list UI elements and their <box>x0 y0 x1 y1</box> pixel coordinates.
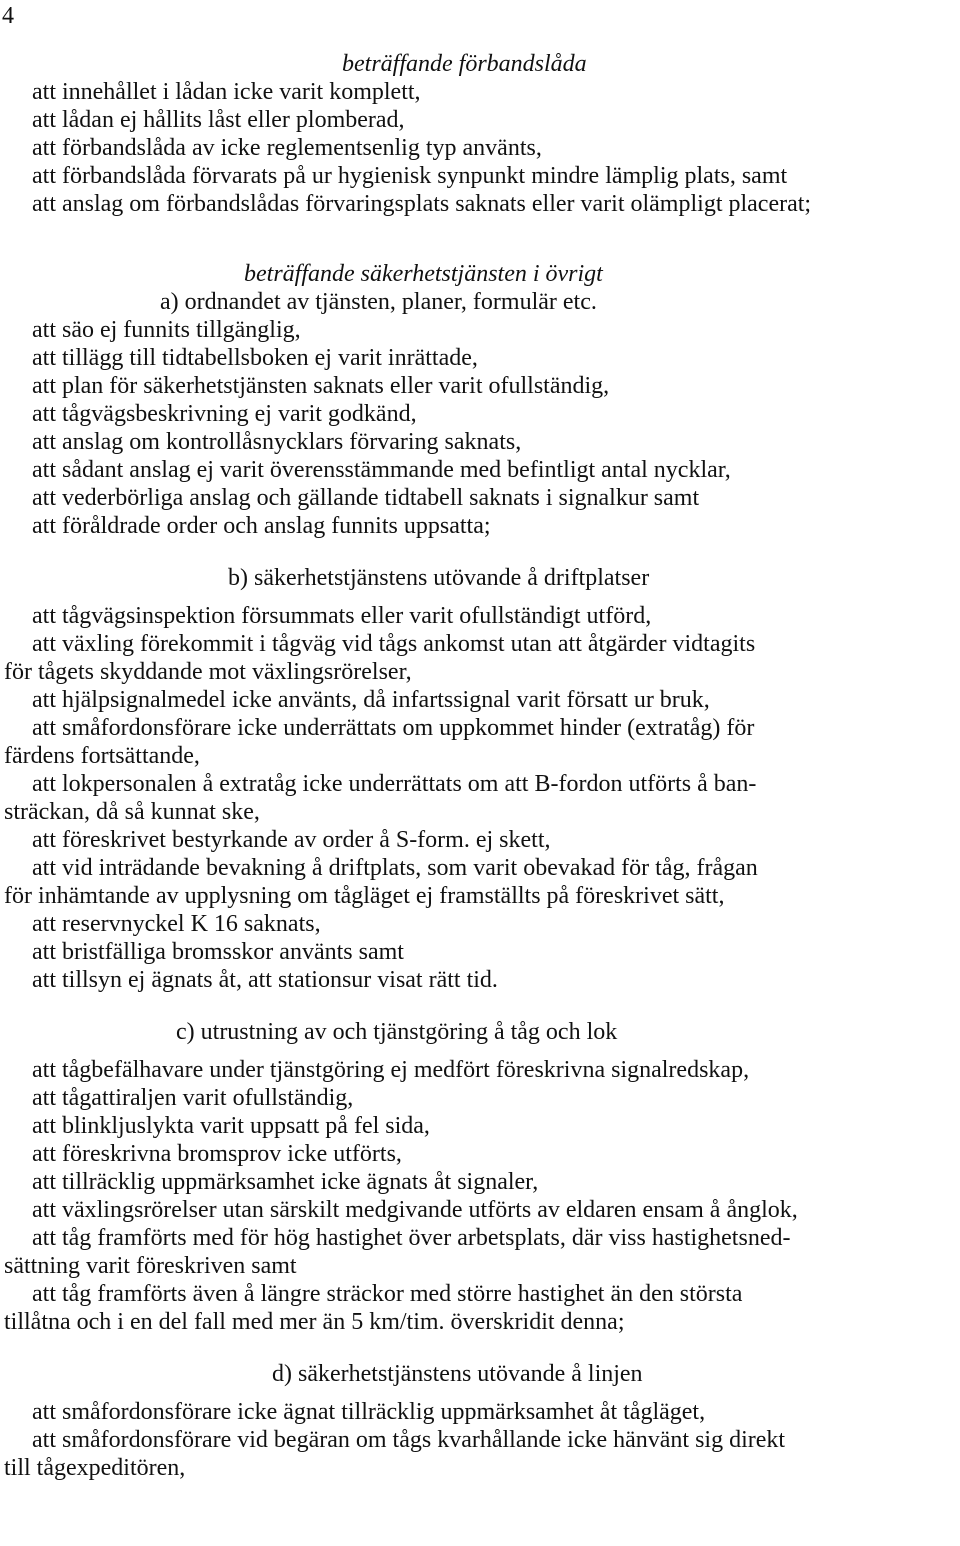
list-item: att föreskrivet bestyrkande av order å S-form. ej skett, <box>32 827 551 853</box>
list-item: att plan för säkerhetstjänsten saknats eller varit ofullständig, <box>32 373 610 399</box>
list-item-continuation: tillåtna och i en del fall med mer än 5 km/tim. överskridit denna; <box>4 1309 625 1335</box>
list-item: att bristfälliga bromsskor använts samt <box>32 939 404 965</box>
list-item: att tågattiraljen varit ofullständig, <box>32 1085 354 1111</box>
list-item-continuation: sträckan, då så kunnat ske, <box>4 799 260 825</box>
list-item: att sådant anslag ej varit överensstämmande med befintligt antal nycklar, <box>32 457 731 483</box>
section-heading-forbandslada: beträffande förbandslåda <box>342 51 587 77</box>
list-item: att innehållet i lådan icke varit komplett, <box>32 79 421 105</box>
list-item: att förbandslåda av icke reglementsenlig typ använts, <box>32 135 542 161</box>
list-item: att småfordonsförare vid begäran om tågs kvarhållande icke hänvänt sig direkt <box>32 1427 786 1453</box>
list-item: att föreskrivna bromsprov icke utförts, <box>32 1141 402 1167</box>
list-item: att vid inträdande bevakning å driftplats, som varit obevakad för tåg, frågan <box>32 855 758 881</box>
list-item: att småfordonsförare icke underrättats om uppkommet hinder (extratåg) för <box>32 715 755 741</box>
list-item: att lådan ej hållits låst eller plomberad, <box>32 107 405 133</box>
list-item-continuation: till tågexpeditören, <box>4 1455 186 1481</box>
list-item: att vederbörliga anslag och gällande tidtabell saknats i signalkur samt <box>32 485 700 511</box>
list-item: att hjälpsignalmedel icke använts, då infartssignal varit försatt ur bruk, <box>32 687 710 713</box>
subsection-heading-d: d) säkerhetstjänstens utövande å linjen <box>272 1361 643 1387</box>
list-item: att tillsyn ej ägnats åt, att stationsur visat rätt tid. <box>32 967 498 993</box>
list-item: att anslag om förbandslådas förvaringsplats saknats eller varit olämpligt placerat; <box>32 191 812 217</box>
list-item: att småfordonsförare icke ägnat tillräcklig uppmärksamhet åt tågläget, <box>32 1399 706 1425</box>
list-item: att tågvägsinspektion försummats eller varit ofullständigt utförd, <box>32 603 652 629</box>
list-sub-b <box>0 602 960 994</box>
list-item: att anslag om kontrollåsnycklars förvaring saknats, <box>32 429 522 455</box>
subsection-heading-b: b) säkerhetstjänstens utövande å driftplatser <box>228 565 650 591</box>
list-item-continuation: för tågets skyddande mot växlingsrörelser, <box>4 659 412 685</box>
list-item: att växlingsrörelser utan särskilt medgivande utförts av eldaren ensam å ånglok, <box>32 1197 798 1223</box>
subsection-heading-c: c) utrustning av och tjänstgöring å tåg och lok <box>176 1019 618 1045</box>
list-item: att förbandslåda förvarats på ur hygienisk synpunkt mindre lämplig plats, samt <box>32 163 788 189</box>
list-item-continuation: färdens fortsättande, <box>4 743 200 769</box>
list-item-continuation: sättning varit föreskriven samt <box>4 1253 297 1279</box>
list-sub-d <box>0 1398 960 1482</box>
list-item-continuation: för inhämtande av upplysning om tågläget ej framställts på föreskrivet sätt, <box>4 883 725 909</box>
list-sub-c <box>0 1056 960 1336</box>
list-item: att tillräcklig uppmärksamhet icke ägnats åt signaler, <box>32 1169 539 1195</box>
list-item: att tågbefälhavare under tjänstgöring ej medfört föreskrivna signalredskap, <box>32 1057 750 1083</box>
list-item: att reservnyckel K 16 saknats, <box>32 911 321 937</box>
list-item: att säo ej funnits tillgänglig, <box>32 317 301 343</box>
list-item: att växling förekommit i tågväg vid tågs ankomst utan att åtgärder vidtagits <box>32 631 756 657</box>
document-body <box>0 50 960 1482</box>
list-item: att lokpersonalen å extratåg icke underrättats om att B-fordon utförts å ban- <box>32 771 757 797</box>
list-item: att tågvägsbeskrivning ej varit godkänd, <box>32 401 417 427</box>
subsection-heading-a: a) ordnandet av tjänsten, planer, formulär etc. <box>160 289 597 315</box>
list-sub-a <box>0 316 960 540</box>
list-item: att föråldrade order och anslag funnits uppsatta; <box>32 513 491 539</box>
list-item: att tillägg till tidtabellsboken ej varit inrättade, <box>32 345 478 371</box>
section-heading-sakerhetstjansten: beträffande säkerhetstjänsten i övrigt <box>244 261 603 287</box>
list-forbandslada <box>0 78 960 218</box>
list-item: att blinkljuslykta varit uppsatt på fel sida, <box>32 1113 430 1139</box>
list-item: att tåg framförts även å längre sträckor med större hastighet än den största <box>32 1281 743 1307</box>
list-item: att tåg framförts med för hög hastighet över arbetsplats, där viss hastighetsned- <box>32 1225 791 1251</box>
page-number: 4 <box>2 3 14 29</box>
